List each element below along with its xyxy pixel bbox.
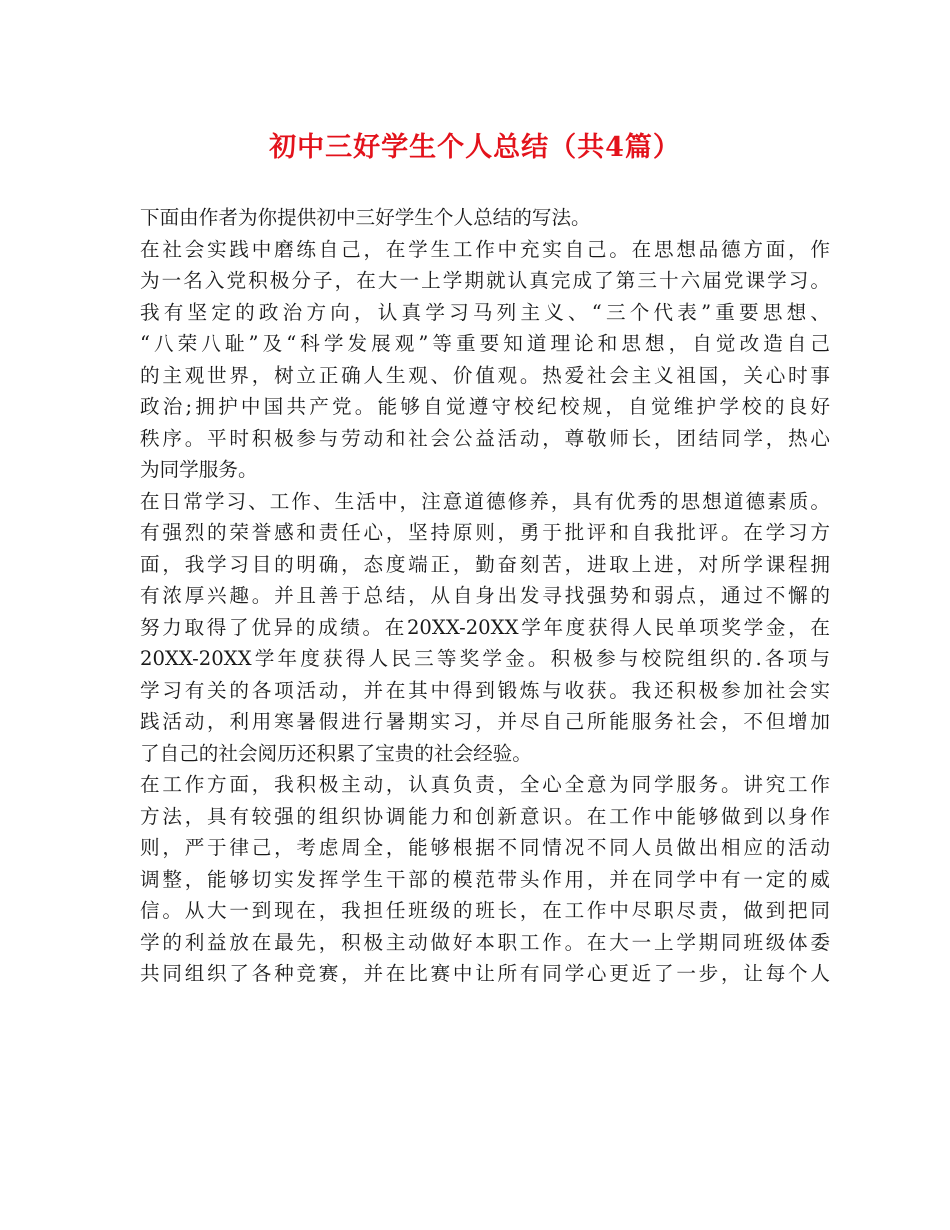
body-line: 方法，具有较强的组织协调能力和创新意识。在工作中能够做到以身作	[140, 804, 830, 828]
body-line: 20XX-20XX学年度获得人民三等奖学金。积极参与校院组织的.各项与	[140, 647, 830, 670]
body-line: 努力取得了优异的成绩。在20XX-20XX学年度获得人民单项奖学金，在	[140, 615, 830, 639]
body-line: 学的利益放在最先，积极主动做好本职工作。在大一上学期同班级体委	[140, 930, 830, 954]
body-line: 了自己的社会阅历还积累了宝贵的社会经验。	[140, 741, 532, 765]
body-line: 则，严于律己，考虑周全，能够根据不同情况不同人员做出相应的活动	[140, 836, 830, 859]
body-line: 践活动，利用寒暑假进行暑期实习，并尽自己所能服务社会，不但增加	[140, 710, 830, 733]
body-line: 调整，能够切实发挥学生干部的模范带头作用，并在同学中有一定的威	[140, 867, 830, 891]
body-line: 有强烈的荣誉感和责任心，坚持原则，勇于批评和自我批评。在学习方	[140, 521, 830, 544]
body-line: 在社会实践中磨练自己，在学生工作中充实自己。在思想品德方面，作	[140, 237, 830, 261]
body-line: 面，我学习目的明确，态度端正，勤奋刻苦，进取上进，对所学课程拥	[140, 552, 830, 576]
document-title: 初中三好学生个人总结（共4篇）	[269, 132, 681, 163]
body-line: 为一名入党积极分子，在大一上学期就认真完成了第三十六届党课学习。	[140, 269, 830, 292]
body-line: 为同学服务。	[140, 458, 258, 481]
body-line: 共同组织了各种竞赛，并在比赛中让所有同学心更近了一步，让每个人	[140, 962, 830, 985]
body-line: 的主观世界，树立正确人生观、价值观。热爱社会主义祖国，关心时事	[140, 363, 830, 387]
body-line: 在日常学习、工作、生活中，注意道德修养，具有优秀的思想道德素质。	[140, 489, 830, 513]
body-line: 政治;拥护中国共产党。能够自觉遵守校纪校规，自觉维护学校的良好	[140, 395, 830, 418]
body-line: 在工作方面，我积极主动，认真负责，全心全意为同学服务。讲究工作	[140, 773, 830, 796]
body-line: 下面由作者为你提供初中三好学生个人总结的写法。	[140, 206, 591, 229]
document-body	[140, 202, 830, 990]
body-line: 学习有关的各项活动，并在其中得到锻炼与收获。我还积极参加社会实	[140, 678, 830, 702]
body-line: 有浓厚兴趣。并且善于总结，从自身出发寻找强势和弱点，通过不懈的	[140, 584, 830, 607]
body-line: 秩序。平时积极参与劳动和社会公益活动，尊敬师长，团结同学，热心	[140, 426, 830, 450]
body-line: 我有坚定的政治方向，认真学习马列主义、“三个代表”重要思想、	[140, 300, 830, 324]
body-line: 信。从大一到现在，我担任班级的班长，在工作中尽职尽责，做到把同	[140, 899, 830, 922]
body-line: “八荣八耻”及“科学发展观”等重要知道理论和思想，自觉改造自己	[140, 332, 830, 355]
